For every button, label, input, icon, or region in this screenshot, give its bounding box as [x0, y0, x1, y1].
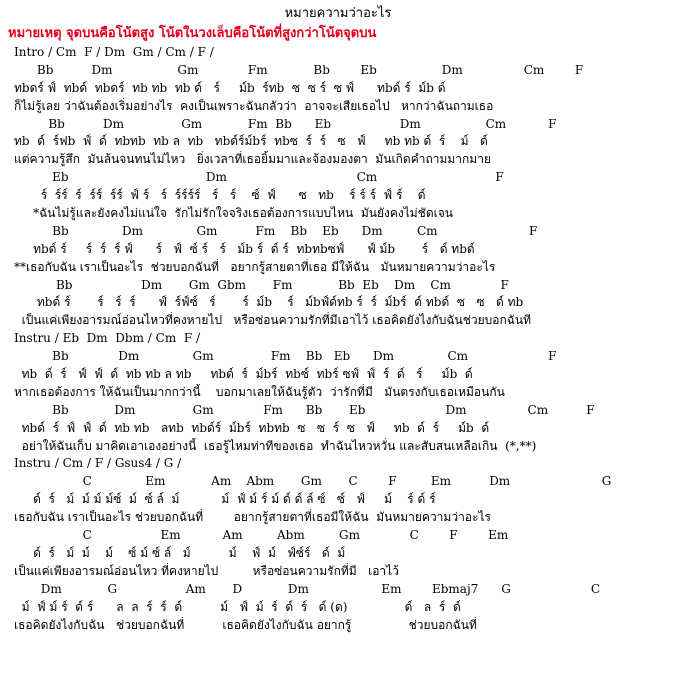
sheet-line: Bb Dm Gm Fm Bb Eb Dm Cm F: [14, 62, 584, 77]
sheet-line: ทb ด์ ร์ ฟ์ ฟ์ ด์ ทb ทb ล ทb ทbด์ ร์ ม์bร์ ทbซ์ ทbร์ ซฟ์ ฟ์ ร์ ด์ ร์ ม์b ด์: [14, 367, 473, 382]
sheet-lines: [14, 44, 670, 634]
sheet-line: อย่าให้ฉันเก็บ มาคิดเอาเองอย่างนี้ เธอรู้ไหมท่าทีของเธอ ทำฉันไหวหวั่น และสับสนเหลือเกิน (*,**): [14, 438, 537, 453]
sheet-line: Bb Dm Gm Fm Bb Eb Dm Cm F: [14, 223, 538, 238]
sheet-line: ทbด์ ร์ ร์ ร์ ร์ ฟ์ ร์ ฟ์ ซ์ ร์ ร์ ม์b ร์ ด์ ร์ ทbทbซฟ์ ฟ์ ม์b ร์ ด์ ทbด์: [14, 241, 475, 256]
sheet-line: ร์ ร์ร์ ร์ ร์ร์ ร์ร์ ฟ์ ร์ ร์ ร์ร์ร์ร์ ร์ ร์ ซ์ ฟ์ ซ ทb ร์ ร์ ร์ ฟ์ ร์ ด์: [14, 188, 426, 203]
sheet-line: Bb Dm Gm Fm Bb Eb Dm Cm F: [14, 349, 557, 364]
sheet-line: **เธอกับฉัน เราเป็นอะไร ช่วยบอกฉันที่ อยากรู้สายตาที่เธอ มีให้ฉัน มันหมายความว่าอะไร: [14, 259, 496, 274]
sheet-line: เป็นแค่เพียงอารมณ์อ่อนไหวที่คงหายไป หรือซ่อนความรักที่มีเอาไว้ เธอคิดยังไงกับฉันช่วยบอกฉันที: [14, 313, 532, 328]
sheet-line: Instru / Cm / F / Gsus4 / G /: [14, 456, 182, 471]
sheet-line: Bb Dm Gm Fm Bb Eb Dm Cm F: [14, 116, 557, 131]
sheet-line: *ฉันไม่รู้และยังคงไม่แน่ใจ รักไม่รักใจจริงเธอต้องการแบบไหน มันยังคงไม่ชัดเจน: [14, 206, 453, 221]
sheet-line: C Em Am Abm Gm C F Em: [14, 528, 509, 543]
song-title: หมายความว่าอะไร: [284, 6, 392, 21]
sheet-line: ทb ด์ ร์ฟb ฟ์ ด์ ทbทb ทb ล ทb ทbด์ร์ม์bร์ ทbซ ร์ ร์ ซ ฟ์ ทb ทb ด์ ร์ ม์ ด์: [14, 134, 488, 149]
sheet-line: Instru / Eb Dm Dbm / Cm F /: [14, 331, 201, 346]
sheet-line: Eb Dm Cm F: [14, 170, 504, 185]
sheet-line: เป็นแค่เพียงอารมณ์อ่อนไหว ที่คงหายไป หรือซ่อนความรักที่มี เอาไว้: [14, 563, 399, 578]
sheet-line: เธอกับฉัน เราเป็นอะไร ช่วยบอกฉันที่ อยากรู้สายตาที่เธอมีให้ฉัน มันหมายความว่าอะไร: [14, 510, 491, 525]
sheet-line: Dm G Am D Dm Em Ebmaj7 G C: [14, 581, 601, 596]
sheet-line: Bb Dm Gm Gbm Fm Bb Eb Dm Cm F: [14, 277, 509, 292]
sheet-line: ด์ ร์ ม์ ม์ ม์ ซ์ ม์ ซ์ ล์ ม์ ม์ ฟ์ ม์ ฟ์ซ์ร์ ด์ ม์: [14, 545, 346, 560]
notation-note: หมายเหตุ จุดบนคือโน้ตสูง โน้ตในวงเล็บคือโน้ตที่สูงกว่าโน้ตจุดบน: [8, 26, 377, 41]
sheet-line: Intro / Cm F / Dm Gm / Cm / F /: [14, 45, 214, 59]
sheet-line: Bb Dm Gm Fm Bb Eb Dm Cm F: [14, 402, 595, 417]
sheet-line: เธอคิดยังไงกับฉัน ช่วยบอกฉันที่ เธอคิดยังไงกับฉัน อยากรู้ ช่วยบอกฉันที่: [14, 617, 477, 632]
sheet-line: ทbดร์ ฟ์ ทbด์ ทbดร์ ทb ทb ทb ด์ ร์ ม์b ร์ทb ซ ซ ร์ ซ ฟ์ ทbด์ ร์ ม์b ด์: [14, 80, 446, 95]
sheet-line: หากเธอต้องการ ให้ฉันเป็นมากกว่านี้ บอกมาเลยให้ฉันรู้ตัว ว่ารักที่มี มันตรงกับเธอเหมือนกัน: [14, 384, 505, 399]
sheet-line: C Em Am Abm Gm C F Em Dm G: [14, 474, 612, 489]
sheet-line: ทbด์ ร์ ฟ์ ฟ์ ด์ ทb ทb ลทb ทbด์ร์ ม์bร์ ทbทb ซ ซ ร์ ซ ฟ์ ทb ด์ ร์ ม์b ด์: [14, 420, 490, 435]
sheet-line: แต่ความรู้สึก มันล้นจนทนไม่ไหว ยิ่งเวลาที่เธอยิ้มมาและจ้องมองตา มันเกิดคำถามมากมาย: [14, 152, 491, 167]
sheet-line: ด์ ร์ ม์ ม์ ม์ ม์ซ์ ม์ ซ์ ล์ ม์ ม์ ฟ์ ม์ ร์ ม์ ด์ ด์ ล์ ซ์ ซ์ ฟ์ ม์ ร์ ด์ ร์: [14, 492, 436, 507]
sheet-line: ทbด์ ร์ ร์ ร์ ร์ ฟ์ ร์ฟ์ซ์ ร์ ร์ ม์b ร์ ม์bฟ์ด์ทb ร์ ร์ ม์bร์ ด์ ทbด์ ซ ซ ด์ ทb: [14, 295, 524, 310]
sheet-line: ม์ ฟ์ ม์ ร์ ด์ ร์ ล ล ร์ ร์ ด์ ม์ ฟ์ ม์ ร์ ด์ ร์ ด์ (ด) ด์ ล ร์ ด์: [14, 599, 461, 614]
sheet-line: ก็ไม่รู้เลย ว่าฉันต้องเริ่มอย่างไร คงเป็นเพราะฉันกลัวว่า อาจจะเสียเธอไป หากว่าฉันถามเธอ: [14, 98, 494, 113]
